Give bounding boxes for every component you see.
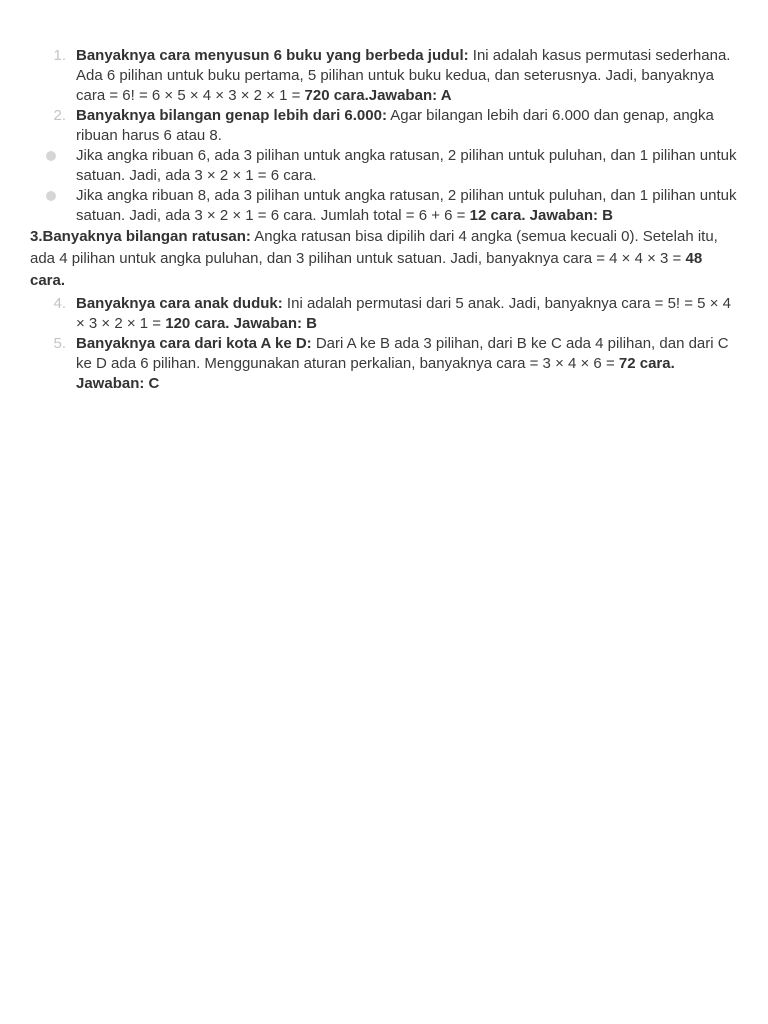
list-number: 5. [53, 335, 66, 352]
item-answer: 12 cara. Jawaban: B [469, 207, 614, 224]
list-number: 2. [53, 107, 66, 124]
item-text: Ini adalah permutasi dari 5 anak. Jadi, banyaknya cara = 5! = 5 × 4 × 3 × 2 × 1 = [76, 295, 731, 332]
item-heading: Banyaknya bilangan genap lebih dari 6.000: [76, 107, 387, 124]
item-heading: Banyaknya cara anak duduk: [76, 295, 283, 312]
item-answer: 72 cara. Jawaban: C [76, 355, 675, 392]
item-text: Jika angka ribuan 6, ada 3 pilihan untuk angka ratusan, 2 pilihan untuk puluhan, dan 1 pilihan untuk satuan. Jadi, ada 3 × 2 × 1 = 6 cara. [76, 147, 737, 184]
bullet-item-ribuan-6 [0, 146, 768, 186]
item-heading: 3.Banyaknya bilangan ratusan: [30, 228, 251, 245]
list-number: 4. [53, 295, 66, 312]
list-item-1 [0, 46, 768, 106]
item-text: Ini adalah kasus permutasi sederhana. Ada 6 pilihan untuk buku pertama, 5 pilihan untuk buku kedua, dan seterusnya. Jadi, banyaknya cara = 6! = 6 × 5 × 4 × 3 × 2 × 1 = [76, 47, 731, 104]
bullet-item-ribuan-8 [0, 186, 768, 226]
bullet-icon [46, 151, 56, 161]
list-item-2 [0, 106, 768, 146]
item-text: Jika angka ribuan 8, ada 3 pilihan untuk angka ratusan, 2 pilihan untuk puluhan, dan 1 pilihan untuk satuan. Jadi, ada 3 × 2 × 1 = 6 cara. Jumlah total = 6 + 6 = [76, 187, 737, 224]
item-heading: Banyaknya cara menyusun 6 buku yang berbeda judul: [76, 47, 469, 64]
item-text: Dari A ke B ada 3 pilihan, dari B ke C ada 4 pilihan, dan dari C ke D ada 6 pilihan. Menggunakan aturan perkalian, banyaknya cara = 3 × 4 × 6 = [76, 335, 729, 372]
list-item-5 [0, 334, 768, 394]
bullet-icon [46, 191, 56, 201]
item-answer: 48 cara. [30, 250, 703, 289]
item-text: Angka ratusan bisa dipilih dari 4 angka (semua kecuali 0). Setelah itu, ada 4 pilihan untuk angka puluhan, dan 3 pilihan untuk satuan. Jadi, banyaknya cara = 4 × 4 × 3 = [30, 228, 718, 267]
list-item-4 [0, 294, 768, 334]
list-number: 1. [53, 47, 66, 64]
item-answer: 720 cara.Jawaban: A [304, 87, 452, 104]
paragraph-item-3 [0, 226, 768, 292]
item-answer: 120 cara. Jawaban: B [165, 315, 318, 332]
document-body [0, 46, 768, 394]
item-heading: Banyaknya cara dari kota A ke D: [76, 335, 312, 352]
item-text: Agar bilangan lebih dari 6.000 dan genap, angka ribuan harus 6 atau 8. [76, 107, 714, 144]
